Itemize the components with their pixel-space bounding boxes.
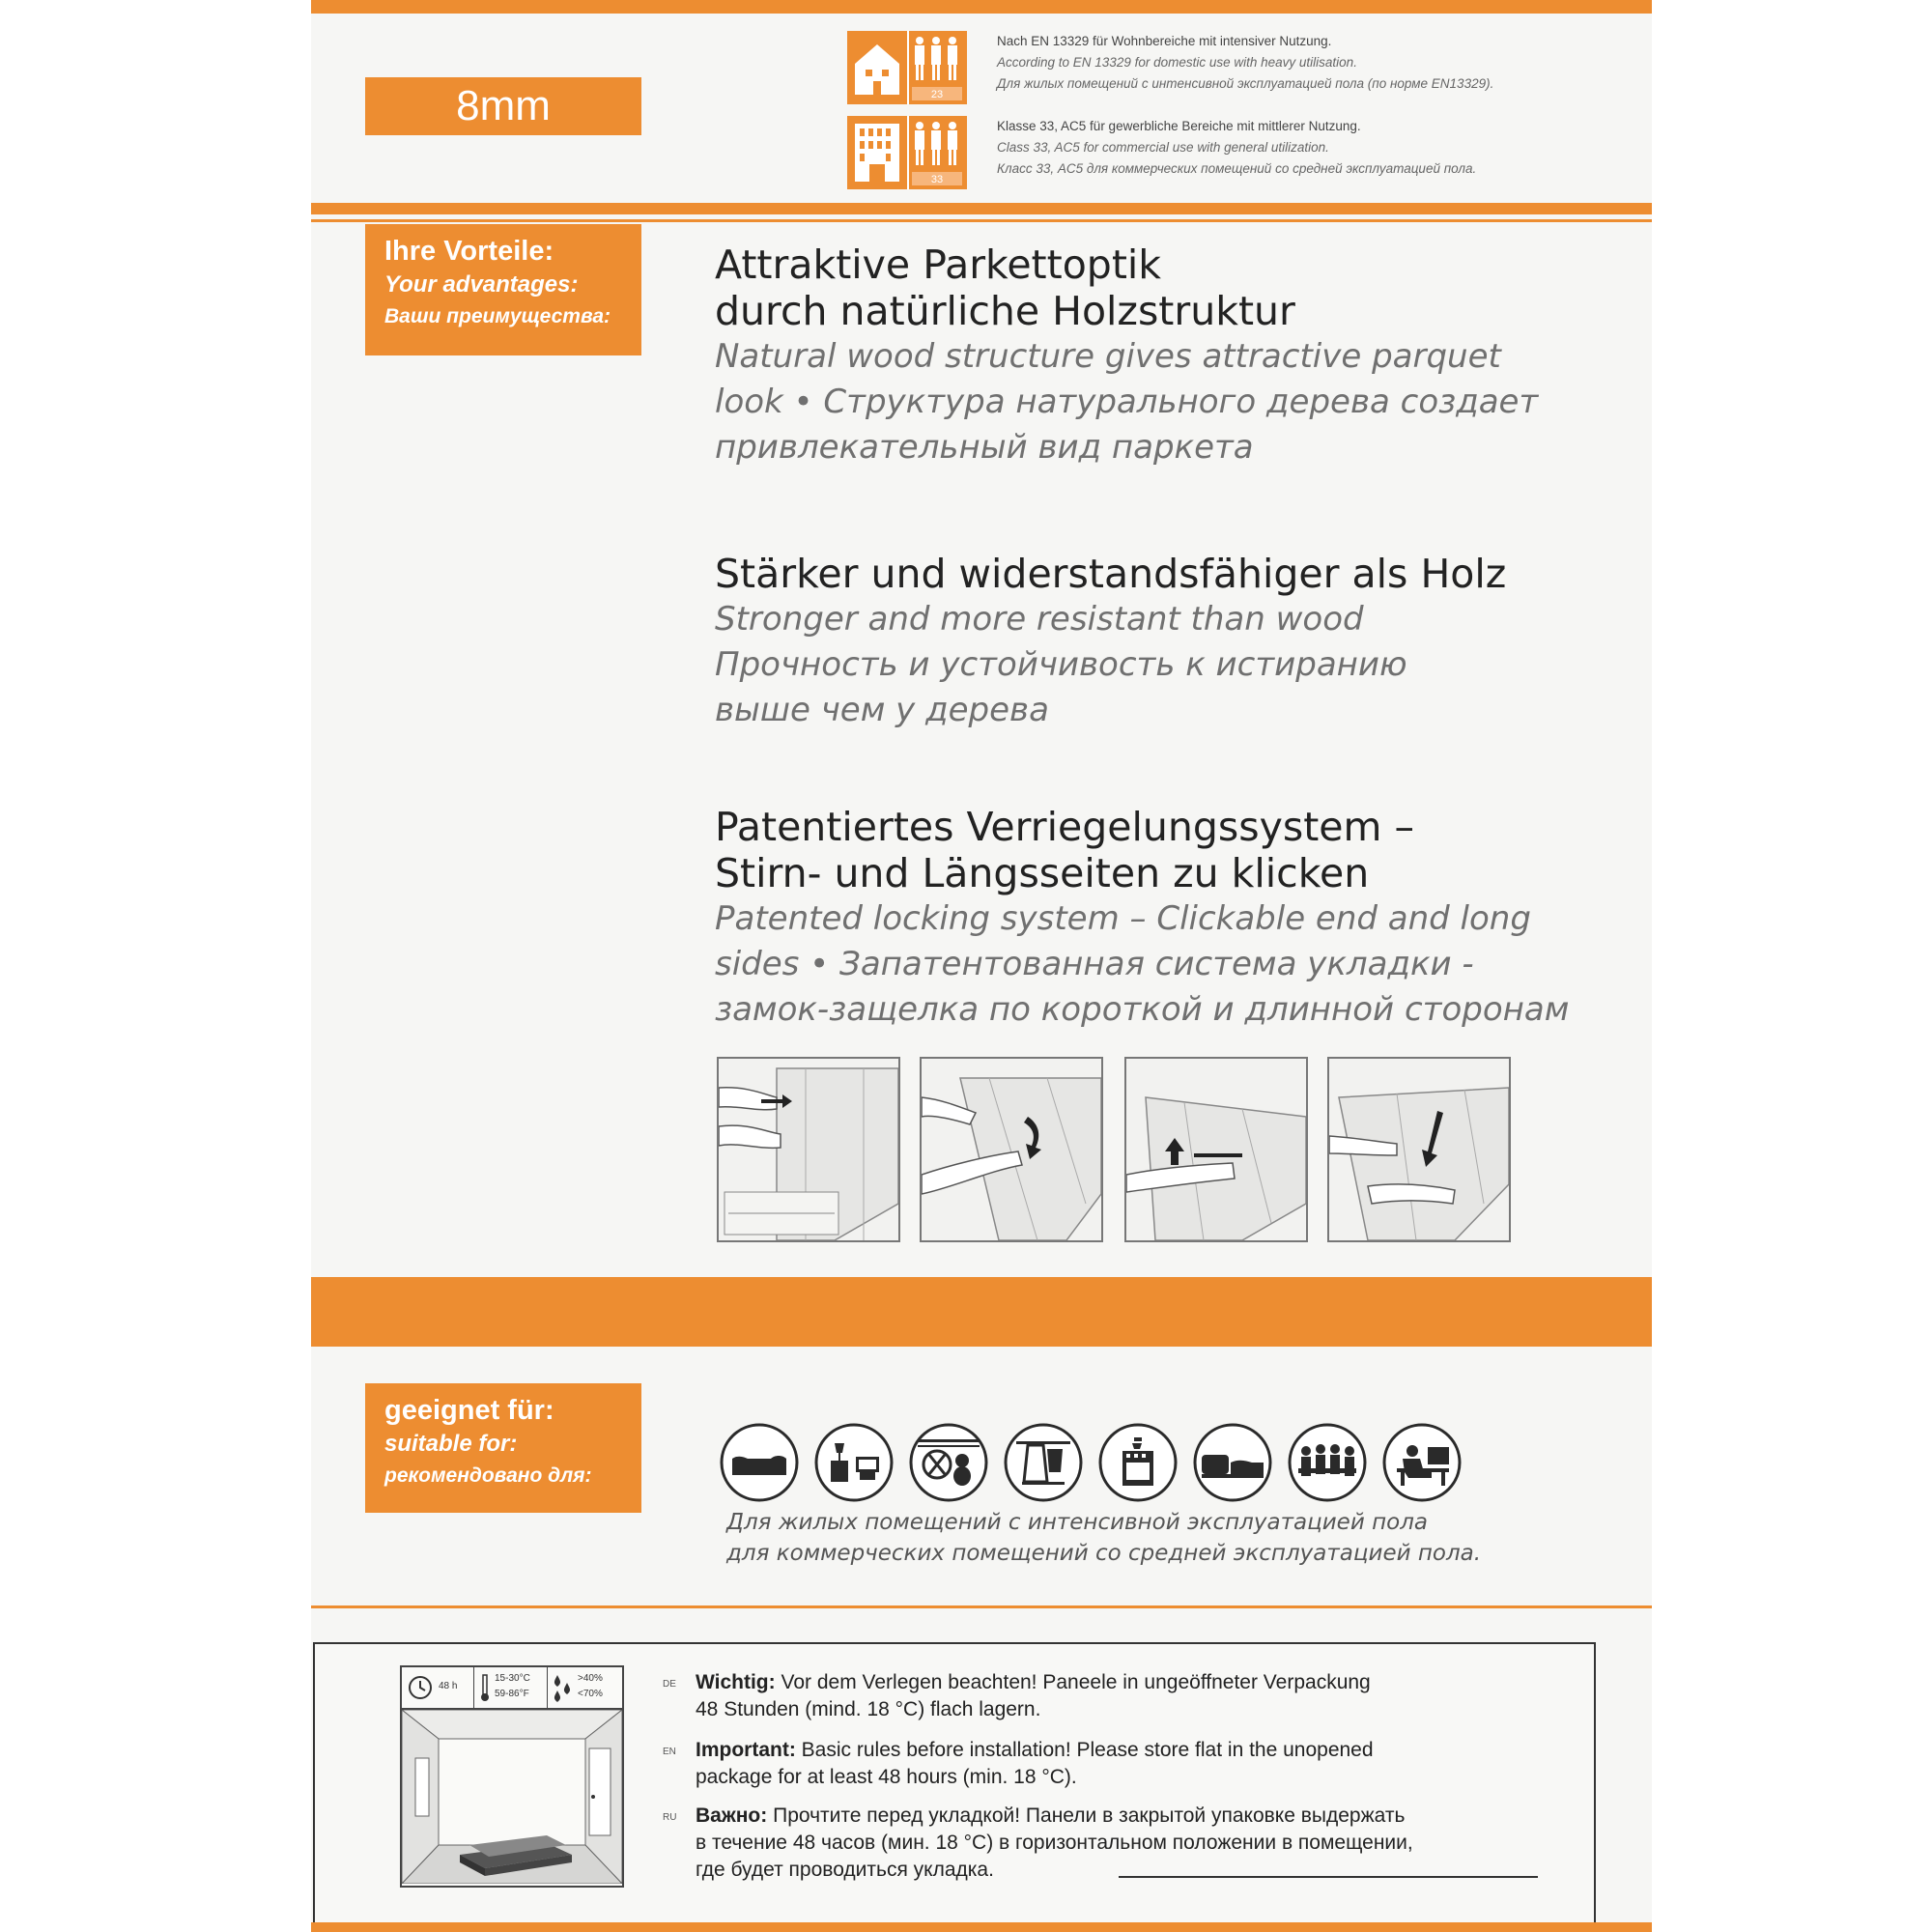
thermometer-icon bbox=[479, 1673, 491, 1702]
office-class-33-icon bbox=[847, 116, 967, 189]
suitable-note bbox=[726, 1507, 1481, 1569]
notice-row-ru bbox=[663, 1803, 1413, 1884]
usage-33-de: Klasse 33, AC5 für gewerbliche Bereiche mit mittlerer Nutzung. bbox=[997, 119, 1361, 133]
childrens-room-icon bbox=[908, 1422, 989, 1503]
living-room-icon bbox=[813, 1422, 895, 1503]
usage-23-en: According to EN 13329 for domestic use with heavy utilisation. bbox=[997, 55, 1357, 70]
notice-ru-code: RU bbox=[663, 1812, 677, 1823]
install-step-2 bbox=[920, 1057, 1103, 1242]
notice-de-line-2: 48 Stunden (mind. 18 °C) flach lagern. bbox=[696, 1698, 1041, 1720]
kitchen-icon bbox=[1097, 1422, 1179, 1503]
advantage-1-title-line-1: Attraktive Parkettoptik bbox=[715, 242, 1162, 288]
humidity-min: >40% bbox=[578, 1673, 603, 1684]
usage-23-de: Nach EN 13329 für Wohnbereiche mit intensiver Nutzung. bbox=[997, 34, 1332, 48]
suitable-header-ru: рекомендовано для: bbox=[384, 1464, 592, 1487]
suitable-note-line-1: Для жилых помещений с интенсивной эксплуатацией пола bbox=[726, 1510, 1428, 1535]
advantage-3-text-line-3: замок-защелка по короткой и длинной сторонам bbox=[715, 990, 1570, 1029]
acclimatize-time: 48 h bbox=[439, 1681, 458, 1691]
notice-row-de bbox=[663, 1669, 1371, 1723]
notice-row-en bbox=[663, 1737, 1374, 1791]
notice-de-line-1: Vor dem Verlegen beachten! Paneele in ungeöffneter Verpackung bbox=[781, 1671, 1371, 1693]
usage-class-33-number: 33 bbox=[930, 174, 944, 185]
notice-en-line-2: package for at least 48 hours (min. 18 °C). bbox=[696, 1766, 1077, 1788]
house-class-23-icon bbox=[847, 31, 967, 104]
section-divider-1 bbox=[311, 203, 1652, 214]
install-step-1 bbox=[717, 1057, 900, 1242]
advantage-2-text-line-2: Прочность и устойчивость к истиранию bbox=[715, 645, 1407, 684]
section-divider-1-thin bbox=[311, 219, 1652, 222]
advantage-item-2 bbox=[715, 551, 1633, 733]
advantage-1-text-line-2: look • Структура натурального дерева создает bbox=[715, 383, 1539, 421]
advantages-header-en: Your advantages: bbox=[384, 271, 579, 298]
suitable-note-line-2: для коммерческих помещений со средней эксплуатацией пола. bbox=[726, 1541, 1482, 1566]
hallway-icon bbox=[1003, 1422, 1084, 1503]
bottom-orange-bar bbox=[311, 1922, 1652, 1932]
orange-band bbox=[311, 1277, 1652, 1347]
temperature-fahrenheit: 59-86°F bbox=[495, 1689, 529, 1699]
notice-ru-line-3: где будет проводиться укладка. bbox=[696, 1859, 994, 1881]
advantage-3-text-line-1: Patented locking system – Clickable end and long bbox=[715, 899, 1531, 938]
notice-de-label: Wichtig: bbox=[696, 1671, 776, 1693]
notice-en-label: Important: bbox=[696, 1739, 796, 1761]
product-sheet bbox=[311, 0, 1652, 1932]
advantage-1-title-line-2: durch natürliche Holzstruktur bbox=[715, 288, 1295, 334]
notice-ru-line-2: в течение 48 часов (мин. 18 °C) в горизонтальном положении в помещении, bbox=[696, 1832, 1413, 1854]
usage-class-33 bbox=[847, 116, 1477, 193]
usage-class-23 bbox=[847, 31, 1494, 108]
notice-ru-label: Важно: bbox=[696, 1804, 768, 1827]
usage-33-ru: Класс 33, AC5 для коммерческих помещений со средней эксплуатацией пола. bbox=[997, 161, 1477, 176]
temperature-celsius: 15-30°C bbox=[495, 1673, 530, 1684]
hotel-room-icon bbox=[1192, 1422, 1273, 1503]
top-orange-bar bbox=[311, 0, 1652, 14]
notice-de-code: DE bbox=[663, 1679, 676, 1690]
install-step-4-illustration bbox=[1329, 1059, 1509, 1240]
suitable-header-en: suitable for: bbox=[384, 1431, 518, 1457]
suitable-header-de: geeignet für: bbox=[384, 1395, 554, 1426]
install-step-4 bbox=[1327, 1057, 1511, 1242]
room-storage-icon bbox=[402, 1710, 622, 1884]
humidity-max: <70% bbox=[578, 1689, 603, 1699]
advantage-3-title-line-2: Stirn- und Längsseiten zu klicken bbox=[715, 850, 1370, 896]
usage-33-en: Class 33, AC5 for commercial use with general utilization. bbox=[997, 140, 1329, 155]
notice-en-code: EN bbox=[663, 1747, 676, 1757]
install-step-1-illustration bbox=[719, 1059, 898, 1240]
clock-icon bbox=[408, 1675, 433, 1700]
meeting-room-icon bbox=[1287, 1422, 1368, 1503]
advantage-2-text-line-3: выше чем у дерева bbox=[715, 691, 1049, 729]
bedroom-icon bbox=[719, 1422, 800, 1503]
advantage-3-title-line-1: Patentiertes Verriegelungssystem – bbox=[715, 804, 1414, 850]
advantage-1-text-line-1: Natural wood structure gives attractive parquet bbox=[715, 337, 1501, 376]
advantage-1-text-line-3: привлекательный вид паркета bbox=[715, 428, 1254, 467]
thickness-value: 8mm bbox=[456, 82, 551, 129]
usage-class-23-number: 23 bbox=[930, 89, 944, 100]
advantage-item-1 bbox=[715, 242, 1633, 470]
advantages-header-de: Ihre Vorteile: bbox=[384, 236, 554, 267]
install-step-3-illustration bbox=[1126, 1059, 1306, 1240]
notice-ru-line-1: Прочтите перед укладкой! Панели в закрытой упаковке выдержать bbox=[773, 1804, 1406, 1827]
installation-notice bbox=[313, 1642, 1596, 1924]
notice-en-line-1: Basic rules before installation! Please store flat in the unopened bbox=[801, 1739, 1374, 1761]
usage-23-ru: Для жилых помещений с интенсивной эксплуатацией пола (по норме EN13329). bbox=[997, 76, 1494, 91]
advantage-3-text-line-2: sides • Запатентованная система укладки - bbox=[715, 945, 1474, 983]
humidity-icon bbox=[551, 1673, 574, 1702]
signature-line bbox=[1119, 1876, 1538, 1878]
advantages-header-ru: Ваши преимущества: bbox=[384, 305, 611, 327]
advantage-item-3 bbox=[715, 804, 1633, 1033]
advantages-header bbox=[365, 224, 641, 355]
advantage-2-text-line-1: Stronger and more resistant than wood bbox=[715, 600, 1364, 639]
office-icon bbox=[1381, 1422, 1463, 1503]
install-step-3 bbox=[1124, 1057, 1308, 1242]
thickness-badge bbox=[365, 77, 641, 135]
acclimatize-illustration bbox=[400, 1665, 624, 1888]
install-step-2-illustration bbox=[922, 1059, 1101, 1240]
acclimatize-conditions bbox=[402, 1667, 622, 1710]
suitable-header bbox=[365, 1383, 641, 1513]
section-divider-2 bbox=[311, 1605, 1652, 1608]
advantage-2-title-line-1: Stärker und widerstandsfähiger als Holz bbox=[715, 551, 1507, 597]
